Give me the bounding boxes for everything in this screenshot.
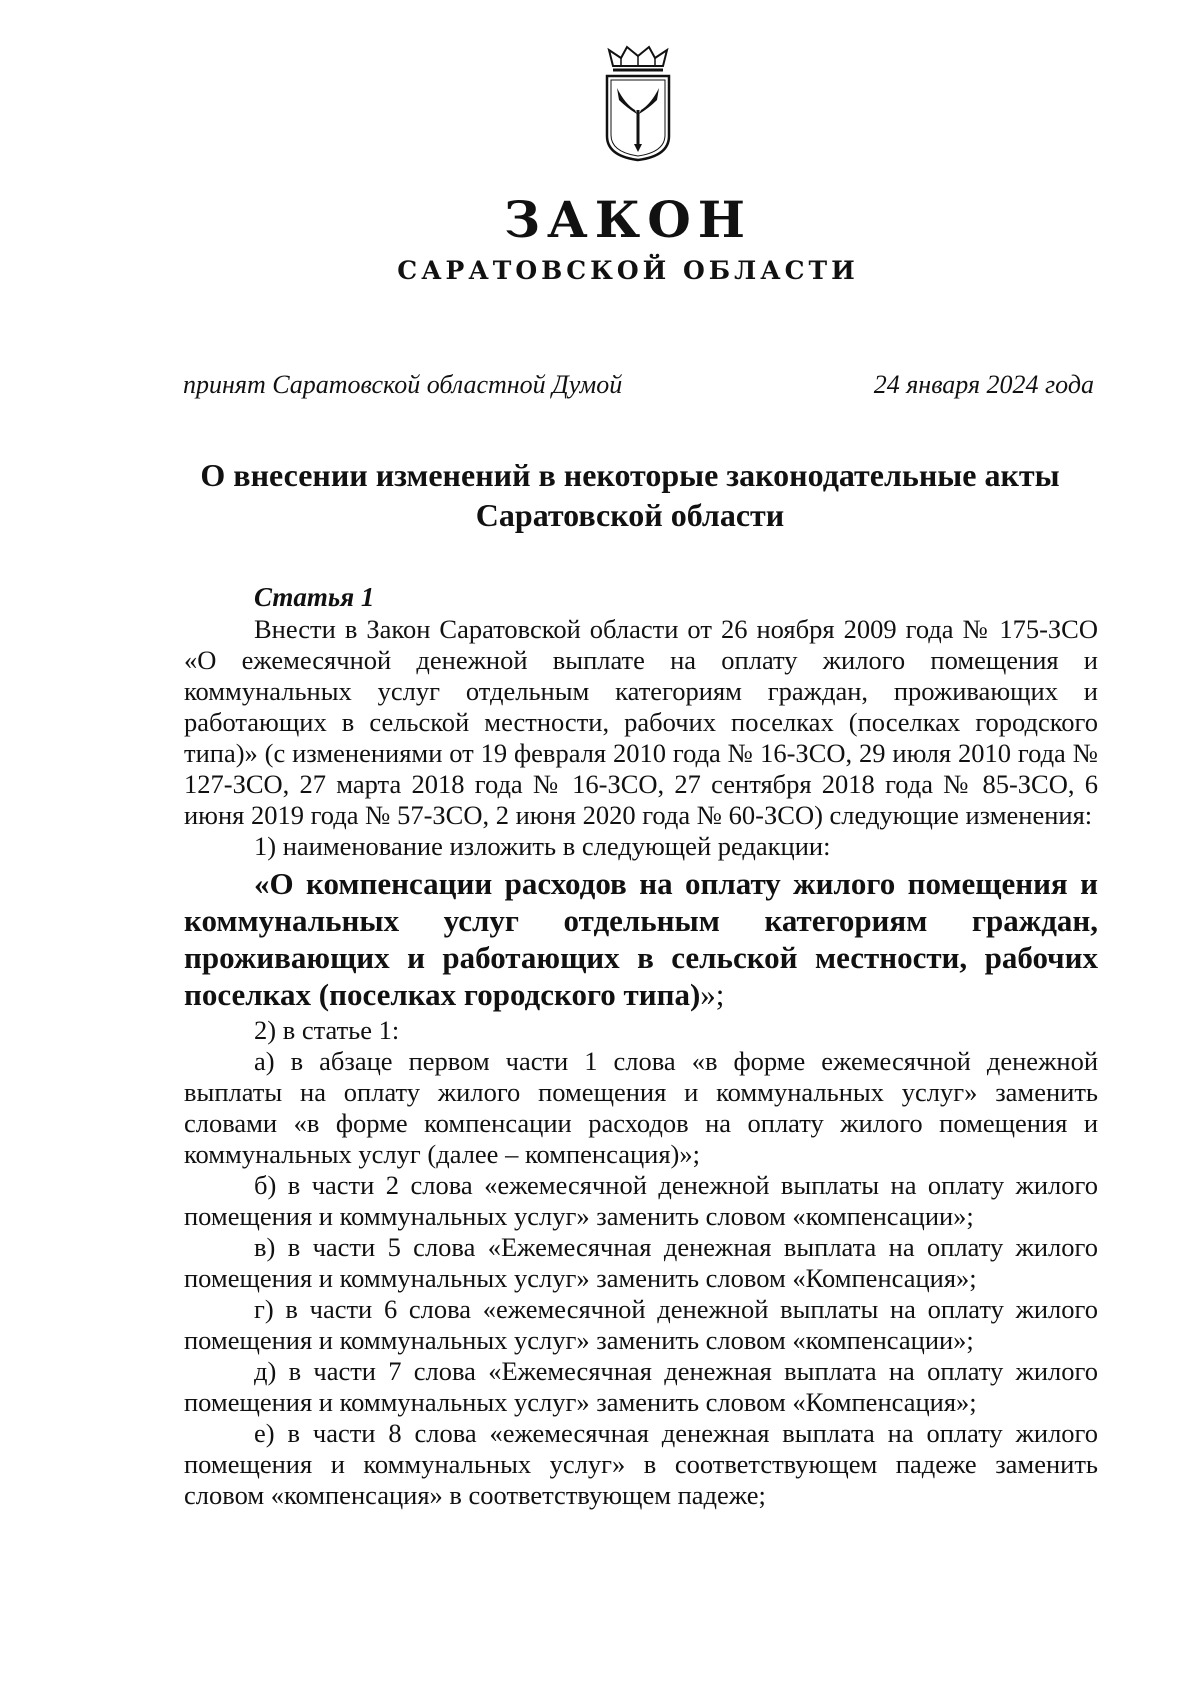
- article-body: [184, 614, 1098, 1511]
- list-item: а) в абзаце первом части 1 слова «в форме ежемесячной денежной выплаты на оплату жилого помещения и коммунальных услуг» заменить словами «в форме компенсации расходов на оплату жилого помещения и коммунальных услуг (далее – компенсация)»;: [184, 1046, 1098, 1169]
- list-item: 2) в статье 1:: [254, 1015, 400, 1045]
- list-item: г) в части 6 слова «ежемесячной денежной выплаты на оплату жилого помещения и коммунальных услуг» заменить словом «компенсации»;: [184, 1294, 1098, 1355]
- new-law-name: [184, 865, 1098, 1013]
- list-item: б) в части 2 слова «ежемесячной денежной выплаты на оплату жилого помещения и коммунальных услуг» заменить словом «компенсации»;: [184, 1170, 1098, 1231]
- coat-of-arms-emblem: [601, 44, 675, 162]
- article-paragraph: 1) наименование изложить в следующей редакции:: [254, 831, 831, 861]
- new-law-name-text: «О компенсации расходов на оплату жилого помещения и коммунальных услуг отдельным категориям граждан, проживающих и работающих в сельской местности, рабочих поселках (поселках городского типа): [184, 866, 1098, 1012]
- list-item: е) в части 8 слова «ежемесячная денежная выплата на оплату жилого помещения и коммунальных услуг» в соответствующем падеже заменить словом «компенсация» в соответствующем падеже;: [184, 1418, 1098, 1510]
- document-subtitle: САРАТОВСКОЙ ОБЛАСТИ: [397, 256, 859, 285]
- list-item: д) в части 7 слова «Ежемесячная денежная выплата на оплату жилого помещения и коммунальных услуг» заменить словом «Компенсация»;: [184, 1356, 1098, 1417]
- adoption-authority: принят Саратовской областной Думой: [183, 370, 623, 399]
- new-law-name-end: »;: [700, 977, 725, 1012]
- article-heading: Статья 1: [254, 582, 375, 612]
- list-item: в) в части 5 слова «Ежемесячная денежная выплата на оплату жилого помещения и коммунальных услуг» заменить словом «Компенсация»;: [184, 1232, 1098, 1293]
- law-title: О внесении изменений в некоторые законодательные акты Саратовской области: [200, 457, 1060, 533]
- article-paragraph: Внести в Закон Саратовской области от 26 ноября 2009 года № 175-ЗСО «О ежемесячной денежной выплате на оплату жилого помещения и коммунальных услуг отдельным категориям граждан, проживающих и работающих в сельской местности, рабочих поселках (поселках городского типа)» (с изменениями от 19 февраля 2010 года № 16-ЗСО, 29 июля 2010 года № 127-ЗСО, 27 марта 2018 года № 16-ЗСО, 27 сентября 2018 года № 85-ЗСО, 6 июня 2019 года № 57-ЗСО, 2 июня 2020 года № 60-ЗСО) следующие изменения:: [184, 614, 1098, 830]
- document-title: ЗАКОН: [503, 190, 753, 249]
- adoption-date: 24 января 2024 года: [873, 370, 1094, 399]
